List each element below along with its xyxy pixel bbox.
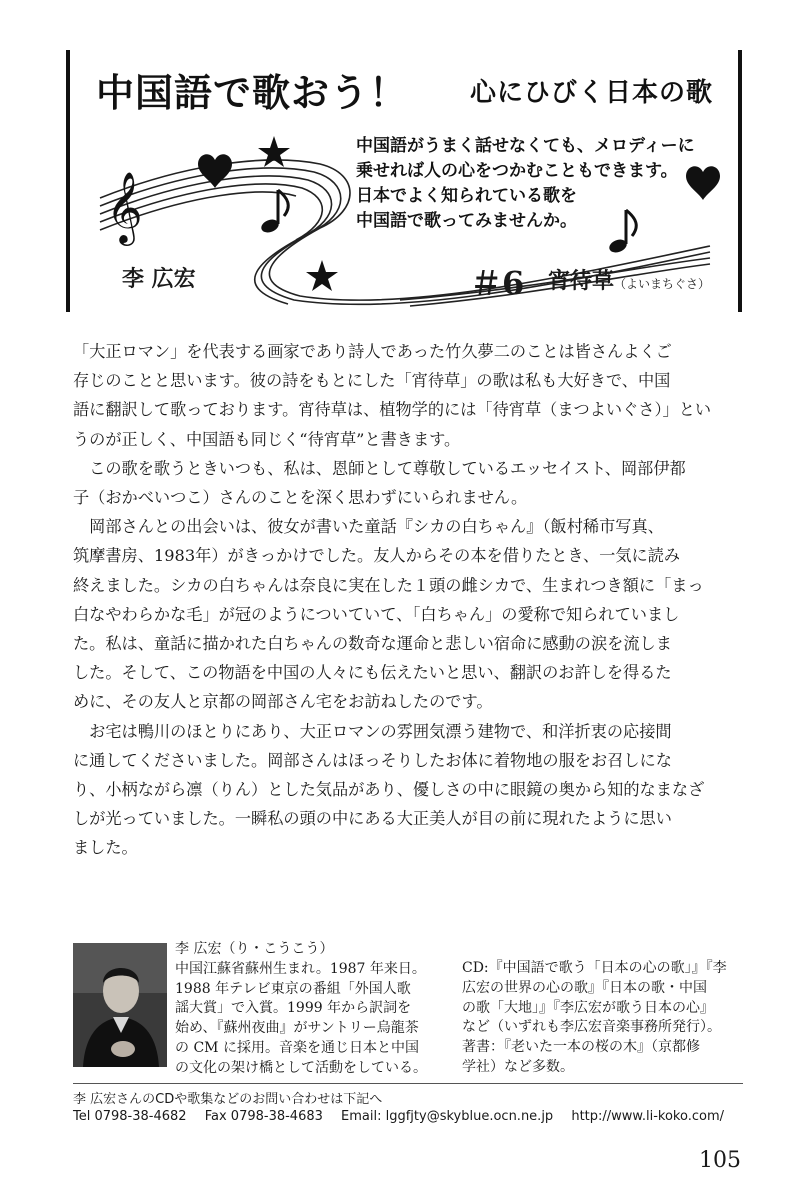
intro-text bbox=[356, 134, 736, 234]
song-title bbox=[548, 264, 710, 295]
bio-line: 中国江蘇省蘇州生まれ。1987 年来日。 bbox=[175, 960, 426, 977]
cd-line: 広宏の世界の心の歌』『日本の歌・中国 bbox=[462, 979, 707, 996]
profile-name: 李 広宏（り・こうこう） bbox=[175, 941, 334, 957]
body-line: り、小柄ながら凛（りん）とした気品があり、優しさの中に眼鏡の奥から知的なまなざ bbox=[73, 780, 705, 800]
body-line: た。私は、童話に描かれた白ちゃんの数奇な運命と悲しい宿命に感動の涙を流しま bbox=[73, 634, 672, 654]
body-line: しが光っていました。一瞬私の頭の中にある大正美人が目の前に現れたように思い bbox=[73, 809, 672, 829]
body-line: した。そして、この物語を中国の人々にも伝えたいと思い、翻訳のお許しを得るた bbox=[73, 663, 672, 683]
cd-line: など（いずれも李広宏音楽事務所発行）。 bbox=[462, 1019, 721, 1036]
page-title: 中国語で歌おう！ bbox=[96, 70, 409, 115]
intro-line: 中国語で歌ってみませんか。 bbox=[356, 211, 577, 231]
body-line: めに、その友人と京都の岡部さん宅をお訪ねしたのです。 bbox=[73, 692, 493, 712]
body-line: に通してくださいました。岡部さんはほっそりしたお体に着物地の服をお召しにな bbox=[73, 750, 672, 770]
author-bio bbox=[175, 940, 455, 1079]
body-line: 存じのことと思います。彼の詩をもとにした「宵待草」の歌は私も大好きで、中国 bbox=[73, 371, 671, 391]
bio-line: 謡大賞」で入賞。1999 年から訳詞を bbox=[175, 1000, 412, 1017]
contact-fax: Fax 0798-38-4683 bbox=[204, 1109, 323, 1124]
body-line: 子（おかべいつこ）さんのことを深く思わずにいられません。 bbox=[73, 488, 528, 508]
svg-text:𝄞: 𝄞 bbox=[106, 170, 143, 243]
cd-line: 著書：『老いた一本の桜の木』（京都修 bbox=[462, 1039, 700, 1056]
body-line: うのが正しく、中国語も同じく“待宵草”と書きます。 bbox=[73, 429, 461, 449]
author-photo bbox=[73, 943, 167, 1067]
body-line: 岡部さんとの出会いは、彼女が書いた童話『シカの白ちゃん』（飯村稀市写真、 bbox=[73, 517, 664, 537]
contact-tel: Tel 0798-38-4682 bbox=[73, 1109, 187, 1124]
intro-line: 日本でよく知られている歌を bbox=[356, 186, 577, 206]
portrait-image bbox=[73, 943, 167, 1067]
body-line: お宅は鴨川のほとりにあり、大正ロマンの雰囲気漂う建物で、和洋折衷の応接間 bbox=[73, 721, 672, 741]
bio-line: の文化の架け橋として活動をしている。 bbox=[175, 1059, 427, 1076]
body-line: この歌を歌うときいつも、私は、恩師として尊敬しているエッセイスト、岡部伊都 bbox=[73, 458, 686, 478]
cd-line: の歌「大地」』『李広宏が歌う日本の心』 bbox=[462, 999, 714, 1016]
header-box bbox=[66, 50, 742, 312]
star-icon bbox=[306, 260, 338, 291]
contact-info bbox=[73, 1109, 738, 1124]
body-line: 語に翻訳して歌っております。宵待草は、植物学的には「待宵草（まつよいぐさ）」とい bbox=[73, 400, 712, 420]
bio-line: 始め、『蘇州夜曲』がサントリー烏龍茶 bbox=[175, 1020, 419, 1037]
author-name: 李 広宏 bbox=[122, 266, 196, 292]
bio-line: 1988 年テレビ東京の番組「外国人歌 bbox=[175, 980, 411, 997]
cd-line: 学社）など多数。 bbox=[462, 1058, 574, 1075]
contact-email[interactable]: Email: lggfjty@skyblue.ocn.ne.jp bbox=[341, 1109, 554, 1124]
contact-url[interactable]: http://www.li-koko.com/ bbox=[571, 1109, 724, 1124]
cd-line: CD:『中国語で歌う「日本の心の歌」』『李 bbox=[462, 960, 727, 976]
body-line: ました。 bbox=[73, 838, 138, 858]
eighth-note-icon bbox=[259, 190, 288, 235]
star-icon bbox=[258, 136, 290, 167]
discography bbox=[462, 959, 742, 1078]
body-line: 「大正ロマン」を代表する画家であり詩人であった竹久夢二のことは皆さんよくご bbox=[73, 342, 672, 361]
intro-line: 中国語がうまく話せなくても、メロディーに bbox=[356, 136, 695, 156]
episode-number: ＃6 bbox=[470, 264, 525, 302]
contact-note: 李 広宏さんのCDや歌集などのお問い合わせは下記へ bbox=[73, 1092, 383, 1107]
bio-line: の CM に採用。音楽を通じ日本と中国 bbox=[175, 1039, 419, 1056]
intro-line: 乗せれば人の心をつかむこともできます。 bbox=[356, 161, 678, 181]
page-number: 105 bbox=[699, 1148, 741, 1173]
article-body bbox=[73, 337, 737, 863]
divider bbox=[73, 1083, 743, 1084]
song-title-text: 宵待草 bbox=[548, 268, 615, 294]
body-line: 筑摩書房、1983年）がきっかけでした。友人からその本を借りたとき、一気に読み bbox=[73, 546, 681, 566]
treble-clef-icon bbox=[106, 170, 143, 246]
song-reading: （よいまちぐさ） bbox=[614, 277, 711, 291]
body-line: 終えました。シカの白ちゃんは奈良に実在した１頭の雌シカで、生まれつき額に「まっ bbox=[73, 575, 704, 595]
page-subtitle: 心にひびく日本の歌 bbox=[470, 78, 714, 108]
body-line: 白なやわらかな毛」が冠のようについていて、「白ちゃん」の愛称で知られていまし bbox=[73, 604, 680, 624]
